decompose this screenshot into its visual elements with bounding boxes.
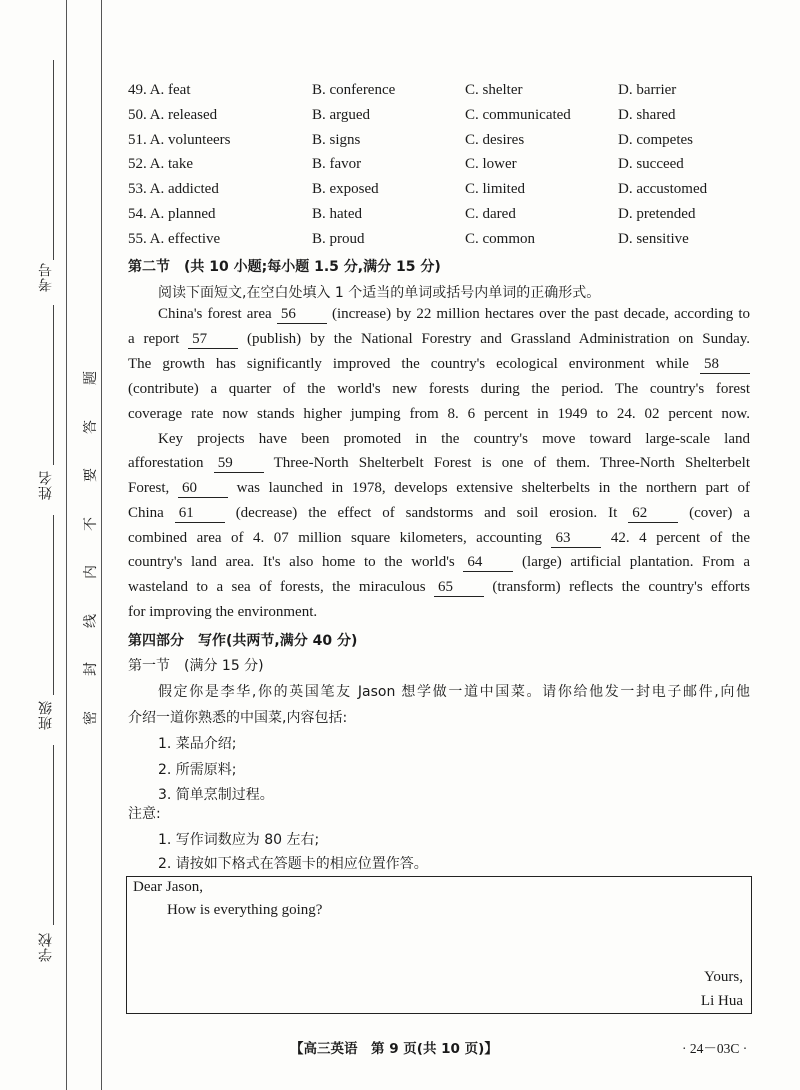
- option-row: [128, 181, 768, 203]
- option-d: D. barrier: [618, 82, 677, 98]
- margin-line: [101, 0, 102, 1090]
- writing-prompt-cont: 介绍一道你熟悉的中国菜,内容包括:: [128, 710, 348, 726]
- answer-blank: 61: [175, 505, 225, 523]
- letter-template-box: [126, 876, 752, 1014]
- option-a: 50. A. released: [128, 106, 218, 123]
- option-row: [128, 107, 768, 129]
- passage-text: 42. 4 percent of the: [610, 530, 750, 546]
- option-b: B. exposed: [312, 181, 379, 198]
- option-d: D. sensitive: [618, 230, 689, 247]
- option-c: C. communicated: [465, 106, 571, 123]
- option-b: B. hated: [312, 206, 362, 222]
- passage-text: (increase) by 22 million hectares over the past decade, according to: [331, 306, 751, 322]
- option-d: D. succeed: [618, 156, 684, 173]
- passage-text: (contribute) a quarter of the world's new forests during the period. The country's forest: [128, 381, 750, 397]
- option-a: 55. A. effective: [128, 230, 221, 247]
- passage-text: afforestation: [128, 455, 214, 471]
- option-c: C. lower: [465, 156, 517, 173]
- option-row: [128, 82, 768, 104]
- passage-line: [128, 356, 750, 374]
- answer-blank: 63: [551, 530, 601, 548]
- option-a: 51. A. volunteers: [128, 131, 231, 148]
- exam-number-label: 考号: [38, 262, 54, 292]
- letter-closing: Yours,: [704, 969, 743, 985]
- option-row: [128, 132, 768, 154]
- option-b: B. favor: [312, 156, 362, 173]
- passage-text: China: [128, 505, 175, 521]
- passage-line: [128, 579, 750, 597]
- passage-text: a report: [128, 331, 189, 347]
- passage-text: combined area of 4. 07 million square kilometers, accounting: [128, 530, 552, 546]
- passage-line: [128, 480, 750, 498]
- margin-line: [66, 0, 67, 1090]
- option-b: B. signs: [312, 131, 361, 148]
- note-label: 注意:: [128, 806, 161, 822]
- section2-instruction: 阅读下面短文,在空白处填入 1 个适当的单词或括号内单词的正确形式。: [158, 285, 601, 301]
- passage-text: wasteland to a sea of forests, the miraculous: [128, 579, 434, 595]
- passage-line: [128, 530, 750, 548]
- option-d: D. pretended: [618, 206, 696, 222]
- option-a: 53. A. addicted: [128, 181, 219, 198]
- content-point: 3. 简单烹制过程。: [158, 787, 274, 803]
- passage-text: (large) artificial plantation. From a: [522, 554, 750, 570]
- seal-line-notice: 密 封 线 内 不 要 答 题: [83, 371, 99, 725]
- passage-text: Key projects have been promoted in the country's move toward large-scale land: [158, 431, 750, 447]
- answer-blank: 59: [214, 455, 264, 473]
- passage-text: was launched in 1978, develops extensive shelterbelts in the northern part of: [236, 480, 751, 496]
- passage-text: coverage rate now stands higher jumping from 8. 6 percent in 1949 to 24. 02 percent now.: [128, 406, 750, 422]
- answer-blank: 56: [277, 306, 327, 324]
- note-item: 1. 写作词数应为 80 左右;: [158, 832, 320, 848]
- passage-text: Three-North Shelterbelt Forest is one of them. Three-North Shelterbelt: [273, 455, 750, 471]
- writing-prompt: 假定你是李华,你的英国笔友 Jason 想学做一道中国菜。请你给他发一封电子邮件,向他: [158, 684, 750, 700]
- option-a: 49. A. feat: [128, 82, 191, 98]
- part4-subheading: 第一节 (满分 15 分): [128, 658, 264, 674]
- option-b: B. argued: [312, 106, 371, 123]
- passage-text: (cover) a: [689, 505, 750, 521]
- content-point: 2. 所需原料;: [158, 762, 237, 778]
- passage-line: [128, 381, 750, 398]
- page-footer: 【高三英语 第 9 页(共 10 页)】: [290, 1041, 498, 1057]
- passage-text: (decrease) the effect of sandstorms and soil erosion. It: [235, 505, 629, 521]
- letter-greeting: Dear Jason,: [133, 879, 203, 895]
- answer-blank: 57: [188, 331, 238, 349]
- option-b: B. conference: [312, 82, 396, 98]
- letter-opening: How is everything going?: [167, 902, 323, 918]
- passage-line: [158, 306, 750, 324]
- passage-text: Forest,: [128, 480, 178, 496]
- passage-text: China's forest area: [158, 306, 277, 322]
- passage-line: [128, 505, 750, 523]
- passage-text: for improving the environment.: [128, 604, 318, 620]
- passage-text: (transform) reflects the country's efforts: [492, 579, 750, 595]
- paper-code: · 24－03C ·: [682, 1041, 748, 1056]
- passage-line: [158, 431, 750, 448]
- option-a: 52. A. take: [128, 156, 193, 173]
- option-row: [128, 206, 768, 228]
- option-c: C. shelter: [465, 82, 523, 98]
- option-d: D. competes: [618, 131, 693, 148]
- option-c: C. limited: [465, 181, 525, 198]
- option-d: D. shared: [618, 106, 676, 123]
- passage-line: [128, 554, 750, 572]
- passage-line: [128, 604, 750, 621]
- option-a: 54. A. planned: [128, 206, 216, 222]
- option-row: [128, 156, 768, 178]
- passage-text: The growth has significantly improved the country's ecological environment while: [128, 356, 700, 372]
- name-label: 姓名: [38, 470, 54, 500]
- option-c: C. desires: [465, 131, 525, 148]
- passage-line: [128, 331, 750, 349]
- option-c: C. common: [465, 230, 535, 247]
- option-row: [128, 231, 768, 253]
- answer-blank: 62: [628, 505, 678, 523]
- passage-text: (publish) by the National Forestry and Grassland Administration on Sunday.: [246, 331, 751, 347]
- section2-heading: 第二节 (共 10 小题;每小题 1.5 分,满分 15 分): [128, 259, 441, 275]
- class-label: 班级: [38, 700, 54, 730]
- part4-heading: 第四部分 写作(共两节,满分 40 分): [128, 633, 358, 649]
- passage-line: [128, 406, 750, 423]
- answer-blank: 65: [434, 579, 484, 597]
- letter-signature: Li Hua: [700, 993, 743, 1009]
- answer-blank: 64: [463, 554, 513, 572]
- passage-line: [128, 455, 750, 473]
- option-d: D. accustomed: [618, 181, 708, 198]
- passage-text: country's land area. It's also home to the world's: [128, 554, 464, 570]
- option-b: B. proud: [312, 230, 365, 247]
- answer-blank: 60: [178, 480, 228, 498]
- note-item: 2. 请按如下格式在答题卡的相应位置作答。: [158, 856, 428, 872]
- content-point: 1. 菜品介绍;: [158, 736, 237, 752]
- option-c: C. dared: [465, 206, 516, 222]
- school-label: 学校: [38, 932, 54, 962]
- answer-blank: 58: [700, 356, 750, 374]
